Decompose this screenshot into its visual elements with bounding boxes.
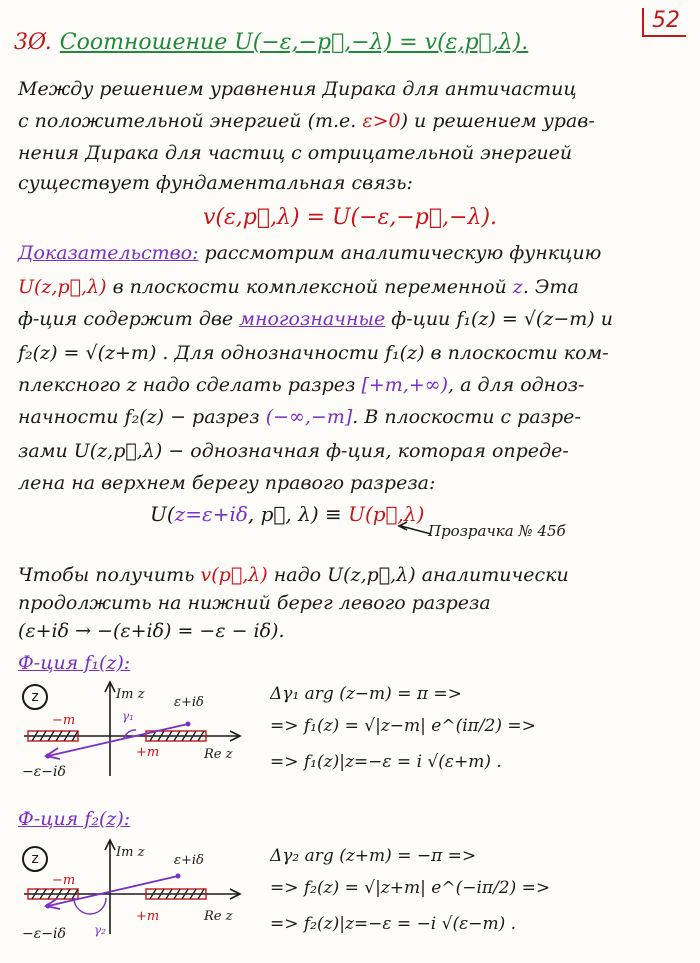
proof-cut-right: [+m,+∞) (361, 374, 448, 396)
intro-line-2a: с положительной энергией (т.е. (18, 110, 363, 132)
minus-m-label-2: −m (52, 873, 76, 888)
im-axis-label: Im z (116, 687, 145, 702)
proof-line-5a: плексного z надо сделать разрез (18, 374, 362, 396)
re-axis-label-2: Re z (204, 909, 233, 924)
complex-plane-icon-2: z (22, 846, 48, 872)
proof-formula-z: z=ε+iδ (174, 502, 248, 526)
section-title-text: Соотношение U(−ε,−p⃗,−λ) = v(ε,p⃗,λ). (59, 30, 529, 55)
main-relation-formula: v(ε,p⃗,λ) = U(−ε,−p⃗,−λ). (202, 205, 498, 230)
re-axis-label: Re z (204, 747, 233, 762)
proof-line-1 (18, 242, 688, 264)
continuation-line-2: продолжить на нижний берег левого разреза (18, 592, 491, 614)
plus-m-label: +m (136, 745, 160, 760)
section-f2-heading: Ф-ция f₂(z): (18, 808, 131, 830)
slide-reference: Прозрачка № 45б (428, 522, 566, 540)
minus-m-label: −m (52, 713, 76, 728)
f2-formula-2: => f₂(z) = √|z+m| e^(−iπ/2) => (270, 878, 551, 898)
intro-line-1: Между решением уравнения Дирака для античастиц (18, 78, 577, 100)
intro-energy-condition: ε>0 (362, 110, 401, 132)
page-number: 52 (642, 8, 686, 37)
end-point-2 (46, 904, 51, 909)
proof-line-4: f₂(z) = √(z+m) . Для однозначности f₁(z) в плоскости ком- (18, 342, 609, 364)
f2-formula-3: => f₂(z)|z=−ε = −i √(ε−m) . (270, 914, 517, 934)
proof-formula-c: , p⃗, λ) ≡ (247, 502, 349, 526)
proof-line-8: лена на верхнем берегу правого разреза: (18, 472, 436, 494)
proof-variable-z: z (512, 276, 523, 298)
proof-line-5 (18, 374, 688, 396)
f1-formula-1: Δγ₁ arg (z−m) = π => (270, 684, 462, 704)
gamma-label-2: γ₂ (94, 923, 106, 937)
proof-line-2b: в плоскости комплексной переменной (106, 276, 513, 298)
section-number: 3Ø. (14, 30, 52, 55)
complex-plane-icon: z (22, 684, 48, 710)
intro-line-2 (18, 110, 688, 132)
intro-line-2c: ) и решением урав- (400, 110, 595, 132)
continuation-line-1 (18, 564, 688, 586)
proof-line-1-text: рассмотрим аналитическую функцию (198, 242, 602, 264)
proof-cut-left: (−∞,−m] (265, 406, 353, 428)
proof-function-u: U(z,p⃗,λ) (18, 276, 107, 298)
neg-eps-label: −ε−iδ (22, 764, 66, 780)
proof-line-3 (18, 308, 688, 330)
proof-line-6 (18, 406, 688, 428)
proof-formula-u: U(p⃗,λ) (348, 502, 425, 526)
proof-line-2 (18, 276, 688, 298)
continuation-line-1c: надо U(z,p⃗,λ) аналитически (267, 564, 569, 586)
continuation-v: v(p⃗,λ) (200, 564, 268, 586)
angle-arc-2 (74, 898, 106, 914)
end-point (46, 754, 51, 759)
proof-line-3a: ф-ция содержит две (18, 308, 240, 330)
eps-label: ε+iδ (174, 695, 204, 710)
proof-line-7: зами U(z,p⃗,λ) − однозначная ф-ция, которая опреде- (18, 440, 569, 462)
f2-formula-1: Δγ₂ arg (z+m) = −π => (270, 846, 477, 866)
start-point-2 (176, 874, 181, 879)
continuation-line-3: (ε+iδ → −(ε+iδ) = −ε − iδ). (18, 620, 285, 642)
f1-formula-2: => f₁(z) = √|z−m| e^(iπ/2) => (270, 716, 536, 736)
intro-line-3: нения Дирака для частиц с отрицательной энергией (18, 142, 573, 164)
gamma-label: γ₁ (122, 709, 134, 723)
proof-line-6c: . В плоскости с разре- (352, 406, 581, 428)
continuation-line-1a: Чтобы получить (18, 564, 201, 586)
intro-line-4: существует фундаментальная связь: (18, 172, 413, 194)
proof-line-6a: начности f₂(z) − разрез (18, 406, 266, 428)
im-axis-label-2: Im z (116, 845, 145, 860)
proof-formula-a: U( (150, 502, 175, 526)
proof-line-5c: , а для одноз- (448, 374, 585, 396)
proof-multivalued: многозначные (239, 308, 386, 330)
eps-label-2: ε+iδ (174, 853, 204, 868)
plus-m-label-2: +m (136, 909, 160, 924)
start-point (186, 722, 191, 727)
section-f1-heading: Ф-ция f₁(z): (18, 652, 131, 674)
proof-line-2d: . Эта (522, 276, 579, 298)
neg-eps-label-2: −ε−iδ (22, 926, 66, 942)
proof-line-3c: ф-ции f₁(z) = √(z−m) и (385, 308, 613, 330)
f1-formula-3: => f₁(z)|z=−ε = i √(ε+m) . (270, 752, 502, 772)
proof-label: Доказательство: (18, 242, 199, 264)
section-title (14, 30, 614, 55)
